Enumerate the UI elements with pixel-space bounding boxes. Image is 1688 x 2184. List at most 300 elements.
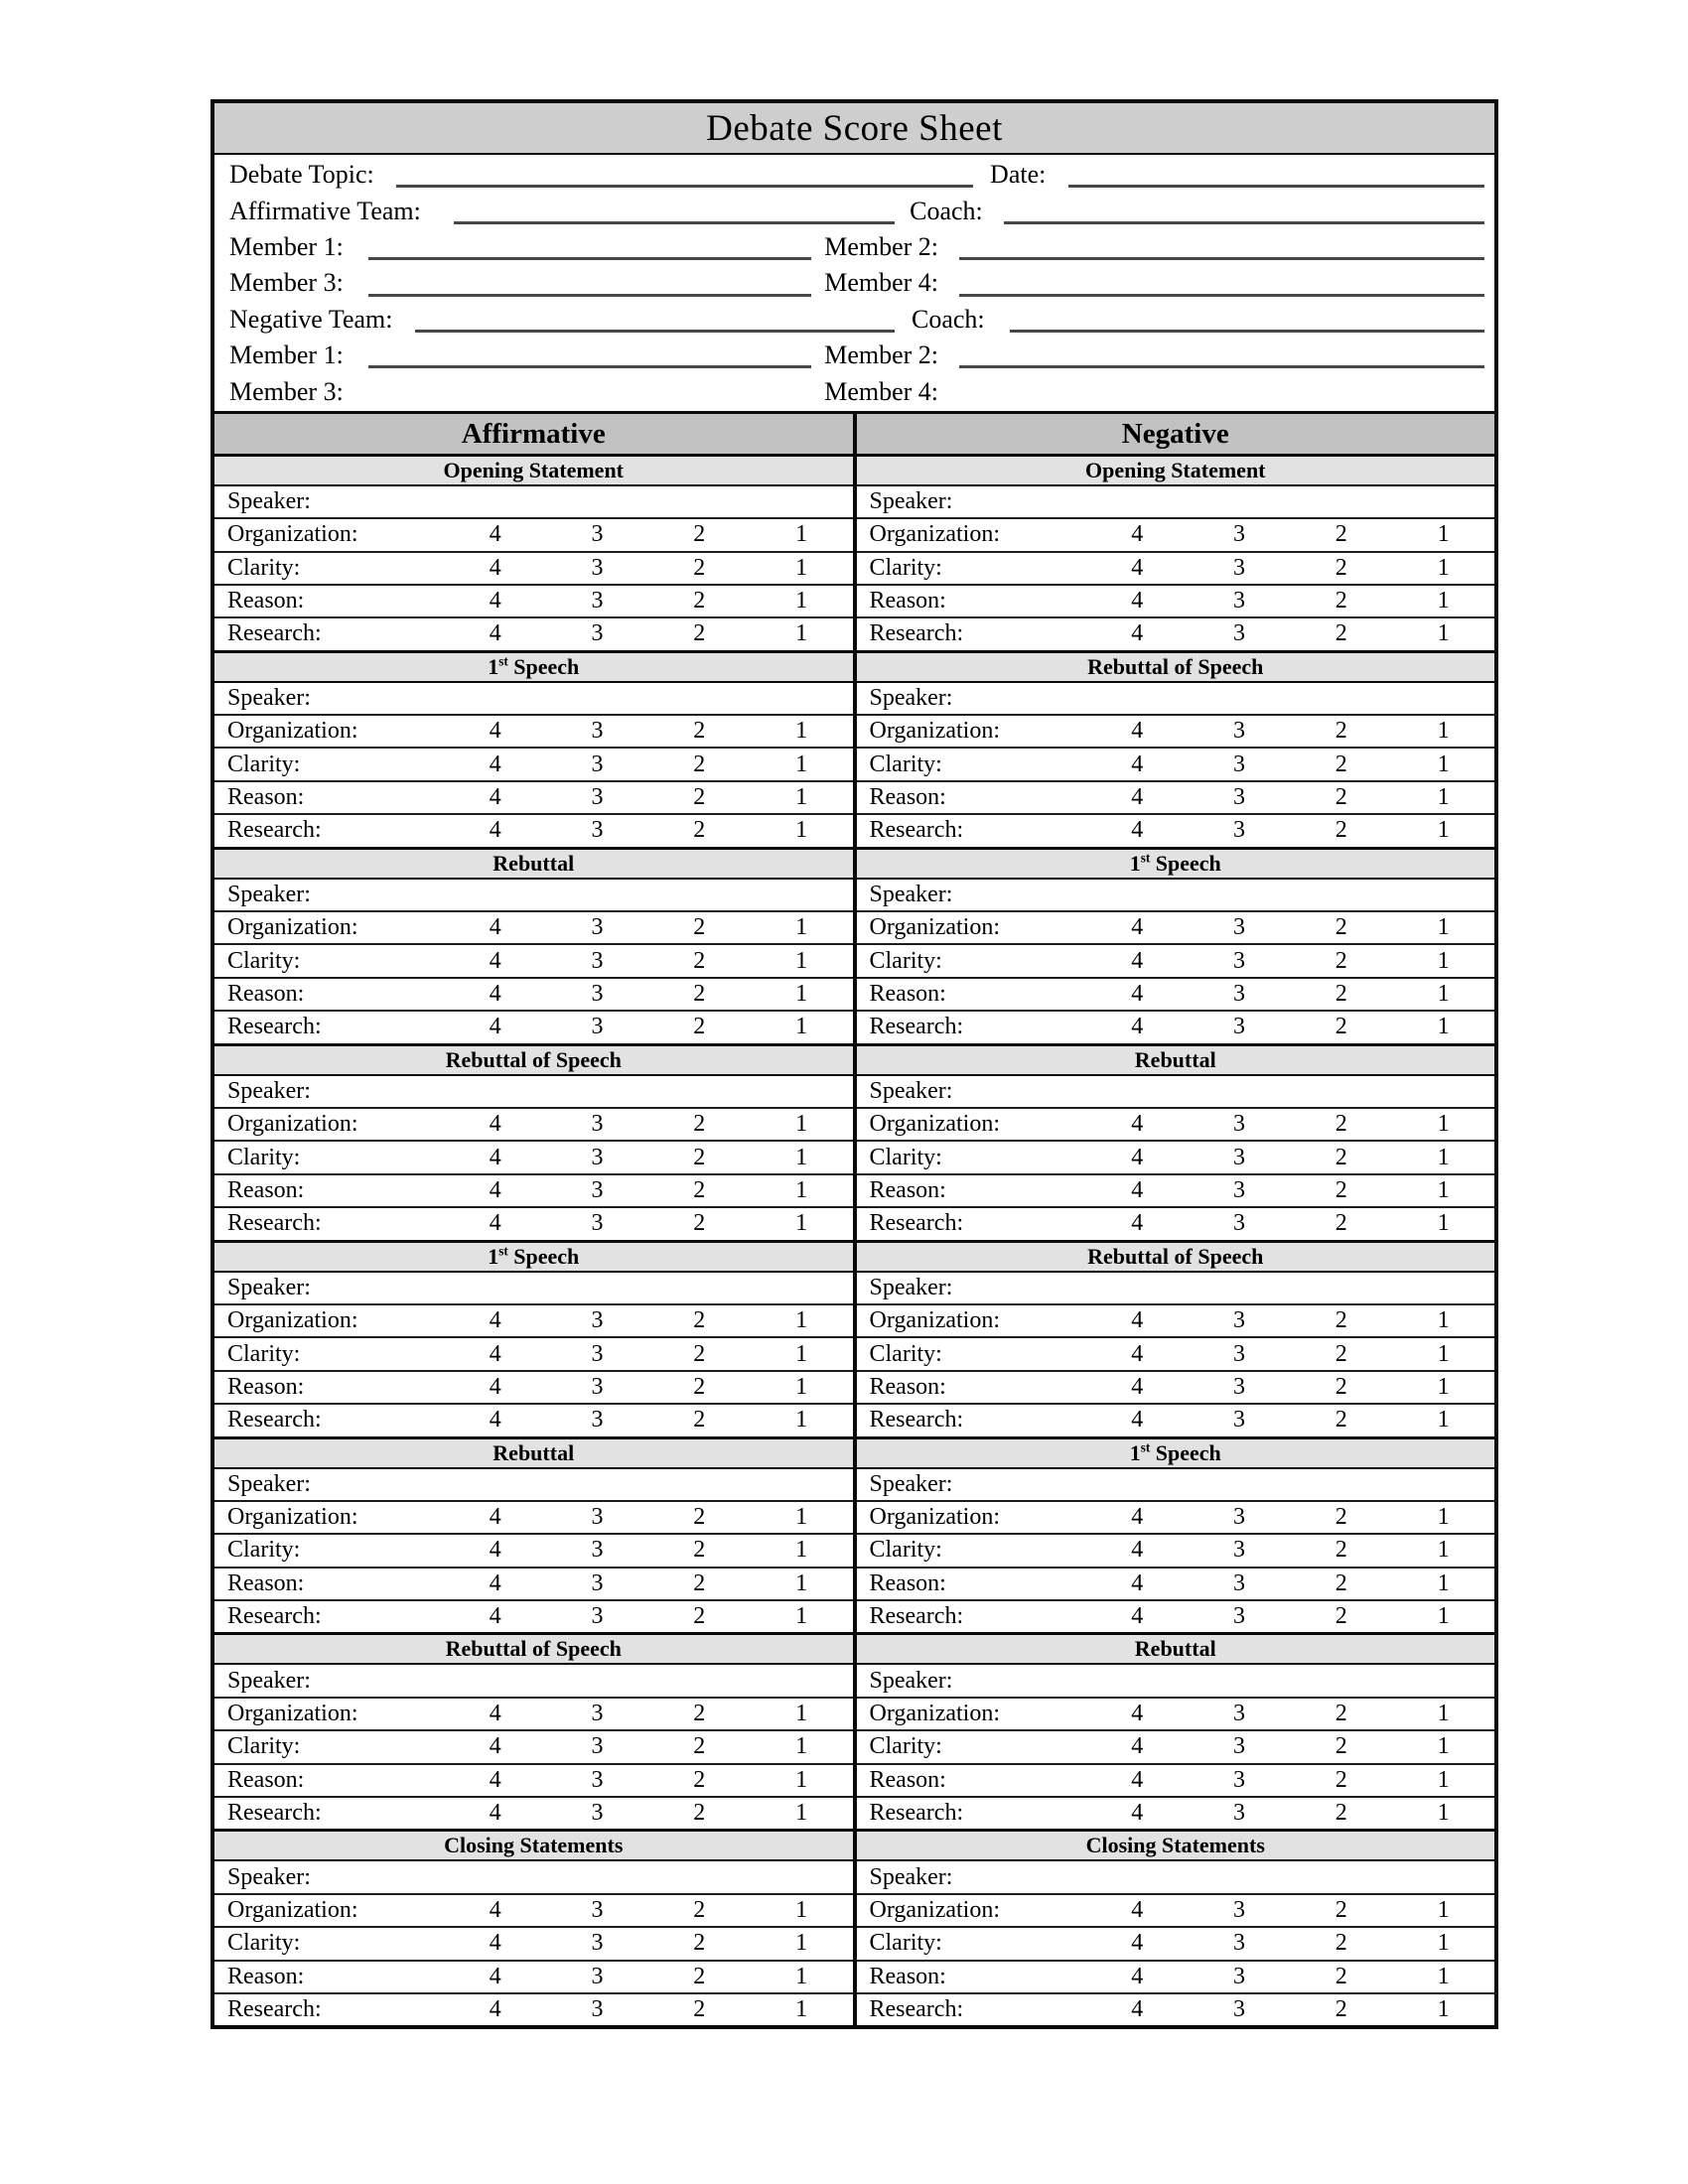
criteria-label: Clarity: [227, 554, 301, 581]
score-option: 3 [1232, 1373, 1245, 1400]
blank-line [1004, 221, 1484, 224]
score-option: 4 [489, 1176, 501, 1203]
score-option: 2 [1335, 1176, 1347, 1203]
blank-line [454, 221, 895, 224]
criteria-label: Clarity: [869, 751, 942, 777]
criteria-label: Research: [869, 1800, 964, 1827]
speaker-label: Speaker: [227, 1470, 311, 1497]
score-option: 1 [1437, 981, 1450, 1007]
info-row [214, 373, 1494, 409]
score-option: 3 [591, 1176, 604, 1203]
score-option: 1 [1437, 1963, 1450, 1989]
score-option: 3 [1232, 1701, 1245, 1727]
score-option: 2 [693, 521, 706, 548]
speaker-row [857, 1861, 1495, 1894]
score-option: 3 [1232, 1210, 1245, 1237]
score-option: 2 [693, 1176, 706, 1203]
criteria-label: Research: [869, 1603, 964, 1630]
score-option: 1 [795, 521, 808, 548]
score-option: 1 [795, 947, 808, 974]
score-option: 1 [795, 1340, 808, 1367]
score-option: 3 [1232, 817, 1245, 844]
section [214, 1632, 853, 1829]
score-option: 2 [693, 1144, 706, 1170]
criteria-label: Organization: [227, 1896, 358, 1923]
section [214, 1240, 853, 1436]
section-title: Rebuttal of Speech [857, 1240, 1495, 1273]
criteria-row [214, 716, 853, 749]
criteria-row [857, 1012, 1495, 1042]
criteria-row [857, 1405, 1495, 1435]
score-option: 2 [693, 1210, 706, 1237]
score-option: 2 [693, 1340, 706, 1367]
criteria-label: Research: [227, 817, 322, 844]
criteria-row [857, 1338, 1495, 1371]
score-option: 2 [1335, 914, 1347, 941]
criteria-label: Reason: [869, 784, 946, 811]
score-option: 1 [1437, 1603, 1450, 1630]
criteria-row [214, 1962, 853, 1994]
score-option: 4 [1131, 1537, 1144, 1564]
criteria-row [214, 1338, 853, 1371]
field-label: Member 4: [824, 376, 939, 406]
score-option: 1 [1437, 1373, 1450, 1400]
score-option: 3 [591, 1340, 604, 1367]
score-option: 1 [795, 981, 808, 1007]
score-option: 3 [591, 1930, 604, 1957]
criteria-label: Reason: [227, 1373, 305, 1400]
score-option: 3 [591, 981, 604, 1007]
score-option: 4 [1131, 554, 1144, 581]
score-option: 3 [1232, 1996, 1245, 2023]
criteria-row [857, 618, 1495, 649]
score-option: 3 [591, 1963, 604, 1989]
header-fields [214, 155, 1494, 411]
criteria-label: Research: [227, 1014, 322, 1040]
score-option: 1 [1437, 521, 1450, 548]
score-option: 4 [1131, 620, 1144, 647]
score-option: 4 [1131, 1603, 1144, 1630]
section-title: Rebuttal [214, 847, 853, 880]
score-option: 1 [795, 1570, 808, 1596]
score-option: 4 [489, 1537, 501, 1564]
speaker-row [214, 1469, 853, 1502]
score-option: 4 [489, 1603, 501, 1630]
section-title: 1st Speech [857, 1436, 1495, 1469]
speaker-row [857, 1076, 1495, 1109]
criteria-label: Organization: [869, 1111, 1001, 1138]
criteria-label: Clarity: [869, 1144, 942, 1170]
score-option: 4 [1131, 1766, 1144, 1793]
score-option: 4 [489, 620, 501, 647]
score-option: 2 [1335, 981, 1347, 1007]
section [857, 847, 1495, 1043]
criteria-row [214, 1535, 853, 1568]
score-option: 3 [1232, 521, 1245, 548]
criteria-row [214, 1372, 853, 1405]
criteria-label: Organization: [227, 1307, 358, 1334]
score-option: 2 [1335, 1210, 1347, 1237]
speaker-label: Speaker: [869, 1077, 953, 1104]
score-option: 1 [795, 751, 808, 777]
criteria-row [214, 749, 853, 781]
score-option: 1 [1437, 1537, 1450, 1564]
score-option: 4 [1131, 521, 1144, 548]
score-option: 1 [795, 1896, 808, 1923]
section-title: 1st Speech [214, 650, 853, 683]
criteria-label: Reason: [869, 1766, 946, 1793]
score-option: 2 [1335, 1930, 1347, 1957]
field-label: Member 1: [229, 231, 344, 261]
criteria-row [214, 1012, 853, 1042]
criteria-label: Organization: [227, 1701, 358, 1727]
score-option: 3 [1232, 947, 1245, 974]
score-option: 4 [1131, 1570, 1144, 1596]
score-option: 4 [1131, 981, 1144, 1007]
score-option: 2 [1335, 1963, 1347, 1989]
blank-line [368, 294, 811, 297]
field-label: Member 2: [824, 231, 939, 261]
section-title: Opening Statement [214, 454, 853, 486]
score-option: 1 [795, 620, 808, 647]
section [857, 1829, 1495, 2025]
speaker-row [214, 1861, 853, 1894]
score-option: 2 [693, 1800, 706, 1827]
score-option: 2 [693, 588, 706, 614]
criteria-row [857, 1502, 1495, 1535]
score-option: 1 [795, 1766, 808, 1793]
score-option: 4 [1131, 1407, 1144, 1433]
criteria-label: Clarity: [869, 1537, 942, 1564]
score-option: 4 [1131, 947, 1144, 974]
score-option: 2 [693, 1896, 706, 1923]
blank-line [959, 294, 1484, 297]
score-option: 1 [795, 1603, 808, 1630]
speaker-row [214, 1076, 853, 1109]
score-option: 1 [795, 1111, 808, 1138]
section-title: Closing Statements [214, 1829, 853, 1861]
score-option: 4 [1131, 784, 1144, 811]
score-option: 2 [1335, 1504, 1347, 1531]
score-option: 3 [591, 1504, 604, 1531]
criteria-row [214, 945, 853, 978]
score-option: 1 [1437, 1504, 1450, 1531]
score-option: 4 [489, 1963, 501, 1989]
field-label: Coach: [912, 304, 985, 334]
score-option: 3 [1232, 588, 1245, 614]
score-option: 4 [1131, 817, 1144, 844]
score-option: 3 [1232, 1896, 1245, 1923]
criteria-row [214, 1731, 853, 1764]
score-option: 2 [693, 1733, 706, 1760]
criteria-row [857, 1109, 1495, 1142]
criteria-label: Research: [227, 1800, 322, 1827]
score-option: 3 [1232, 784, 1245, 811]
speaker-label: Speaker: [227, 1077, 311, 1104]
score-option: 4 [489, 1766, 501, 1793]
score-option: 4 [489, 1930, 501, 1957]
criteria-row [857, 815, 1495, 846]
criteria-label: Clarity: [227, 751, 301, 777]
criteria-label: Reason: [227, 1963, 305, 1989]
section-title: 1st Speech [857, 847, 1495, 880]
score-option: 4 [489, 947, 501, 974]
criteria-label: Reason: [227, 784, 305, 811]
criteria-row [214, 1994, 853, 2025]
criteria-row [857, 1895, 1495, 1928]
score-option: 1 [795, 718, 808, 745]
score-option: 1 [795, 1373, 808, 1400]
criteria-label: Research: [227, 620, 322, 647]
team-band [214, 411, 1494, 454]
info-row [214, 338, 1494, 373]
criteria-label: Research: [227, 1210, 322, 1237]
section [214, 1436, 853, 1633]
score-option: 4 [1131, 1111, 1144, 1138]
negative-column-header: Negative [1121, 417, 1229, 450]
criteria-row [214, 1699, 853, 1731]
section-title: Closing Statements [857, 1829, 1495, 1861]
criteria-row [214, 1305, 853, 1338]
score-option: 4 [489, 1733, 501, 1760]
criteria-label: Research: [869, 620, 964, 647]
score-option: 1 [795, 1176, 808, 1203]
criteria-row [214, 1109, 853, 1142]
score-option: 3 [591, 521, 604, 548]
score-option: 1 [1437, 1176, 1450, 1203]
blank-line [1068, 185, 1484, 188]
section-title: Rebuttal of Speech [214, 1043, 853, 1076]
score-option: 2 [693, 947, 706, 974]
score-option: 2 [1335, 1111, 1347, 1138]
criteria-label: Organization: [227, 914, 358, 941]
score-option: 4 [1131, 1996, 1144, 2023]
criteria-label: Research: [227, 1603, 322, 1630]
criteria-label: Organization: [227, 718, 358, 745]
field-label: Affirmative Team: [229, 196, 421, 225]
criteria-label: Organization: [869, 914, 1001, 941]
score-option: 4 [489, 1307, 501, 1334]
score-option: 4 [1131, 1701, 1144, 1727]
score-option: 2 [1335, 1537, 1347, 1564]
score-option: 3 [591, 1144, 604, 1170]
score-option: 1 [795, 1537, 808, 1564]
score-option: 2 [693, 1930, 706, 1957]
section [214, 1829, 853, 2025]
field-label: Member 1: [229, 341, 344, 370]
criteria-label: Reason: [869, 1570, 946, 1596]
section-title: Rebuttal [857, 1632, 1495, 1665]
score-option: 1 [1437, 620, 1450, 647]
score-option: 3 [1232, 1014, 1245, 1040]
score-option: 2 [1335, 817, 1347, 844]
score-option: 1 [795, 1210, 808, 1237]
score-option: 3 [591, 554, 604, 581]
score-option: 3 [591, 1307, 604, 1334]
score-option: 4 [489, 784, 501, 811]
score-option: 2 [693, 1504, 706, 1531]
score-option: 1 [795, 1144, 808, 1170]
score-option: 1 [795, 1930, 808, 1957]
score-option: 4 [489, 1800, 501, 1827]
criteria-row [214, 1502, 853, 1535]
speaker-label: Speaker: [869, 487, 953, 514]
section-title: Rebuttal of Speech [214, 1632, 853, 1665]
score-option: 3 [591, 1800, 604, 1827]
score-option: 4 [489, 521, 501, 548]
affirmative-column [214, 454, 857, 2026]
speaker-label: Speaker: [227, 1667, 311, 1694]
score-option: 1 [1437, 914, 1450, 941]
score-option: 4 [1131, 1963, 1144, 1989]
section [857, 650, 1495, 847]
score-option: 1 [795, 1996, 808, 2023]
score-option: 1 [1437, 1701, 1450, 1727]
score-option: 4 [489, 1373, 501, 1400]
criteria-row [214, 979, 853, 1012]
criteria-label: Reason: [869, 1373, 946, 1400]
score-option: 1 [1437, 1896, 1450, 1923]
criteria-row [214, 1895, 853, 1928]
criteria-label: Research: [227, 1996, 322, 2023]
score-option: 3 [1232, 1176, 1245, 1203]
criteria-row [214, 1928, 853, 1961]
score-option: 3 [1232, 751, 1245, 777]
score-option: 2 [1335, 1340, 1347, 1367]
score-option: 2 [1335, 1766, 1347, 1793]
criteria-label: Clarity: [227, 1930, 301, 1957]
score-option: 2 [693, 1570, 706, 1596]
criteria-row [214, 586, 853, 618]
score-option: 1 [1437, 751, 1450, 777]
score-option: 2 [693, 1603, 706, 1630]
score-option: 2 [693, 1407, 706, 1433]
score-option: 2 [1335, 947, 1347, 974]
debate-score-sheet [211, 99, 1498, 2029]
score-option: 3 [1232, 718, 1245, 745]
speaker-label: Speaker: [869, 684, 953, 711]
score-option: 1 [1437, 1210, 1450, 1237]
page-title: Debate Score Sheet [706, 107, 1003, 149]
section [214, 650, 853, 847]
score-option: 4 [489, 588, 501, 614]
criteria-row [857, 586, 1495, 618]
criteria-row [857, 1175, 1495, 1208]
info-row [214, 157, 1494, 193]
score-option: 4 [489, 1340, 501, 1367]
score-option: 4 [489, 751, 501, 777]
score-option: 3 [591, 784, 604, 811]
score-option: 3 [1232, 554, 1245, 581]
score-option: 1 [795, 1504, 808, 1531]
score-option: 4 [1131, 1896, 1144, 1923]
score-option: 4 [489, 914, 501, 941]
score-option: 3 [1232, 1603, 1245, 1630]
score-option: 2 [693, 1537, 706, 1564]
score-option: 2 [1335, 784, 1347, 811]
speaker-label: Speaker: [227, 487, 311, 514]
section [857, 1043, 1495, 1240]
criteria-label: Research: [869, 1407, 964, 1433]
score-option: 1 [795, 914, 808, 941]
criteria-row [857, 912, 1495, 945]
speaker-label: Speaker: [227, 684, 311, 711]
criteria-label: Research: [869, 1014, 964, 1040]
score-option: 1 [1437, 1340, 1450, 1367]
score-option: 4 [1131, 1144, 1144, 1170]
score-option: 1 [795, 1407, 808, 1433]
score-option: 3 [591, 1733, 604, 1760]
score-option: 3 [591, 718, 604, 745]
score-option: 4 [1131, 1014, 1144, 1040]
score-option: 2 [1335, 521, 1347, 548]
criteria-label: Research: [227, 1407, 322, 1433]
score-option: 3 [1232, 620, 1245, 647]
section [857, 1436, 1495, 1633]
score-option: 1 [1437, 784, 1450, 811]
score-option: 1 [1437, 718, 1450, 745]
score-option: 1 [1437, 1733, 1450, 1760]
speaker-label: Speaker: [869, 1470, 953, 1497]
score-option: 2 [693, 914, 706, 941]
score-option: 2 [693, 1111, 706, 1138]
score-option: 2 [1335, 1800, 1347, 1827]
score-option: 3 [591, 914, 604, 941]
criteria-row [857, 979, 1495, 1012]
criteria-row [857, 1142, 1495, 1174]
section [857, 1240, 1495, 1436]
score-option: 4 [489, 554, 501, 581]
blank-line [959, 257, 1484, 260]
section [214, 454, 853, 650]
score-option: 2 [1335, 554, 1347, 581]
criteria-label: Clarity: [869, 554, 942, 581]
score-option: 4 [489, 1504, 501, 1531]
score-option: 3 [1232, 1733, 1245, 1760]
score-option: 4 [1131, 1733, 1144, 1760]
score-option: 3 [1232, 1963, 1245, 1989]
score-option: 3 [591, 817, 604, 844]
criteria-label: Organization: [869, 521, 1001, 548]
blank-line [1010, 330, 1484, 333]
score-option: 3 [591, 620, 604, 647]
score-option: 3 [591, 1896, 604, 1923]
score-option: 1 [1437, 1407, 1450, 1433]
speaker-row [857, 683, 1495, 716]
score-option: 1 [1437, 1111, 1450, 1138]
section-title: Rebuttal [214, 1436, 853, 1469]
criteria-row [857, 782, 1495, 815]
score-option: 3 [1232, 1307, 1245, 1334]
score-option: 4 [489, 1996, 501, 2023]
criteria-label: Organization: [869, 1701, 1001, 1727]
criteria-row [214, 912, 853, 945]
speaker-label: Speaker: [869, 881, 953, 907]
score-option: 2 [1335, 1307, 1347, 1334]
score-option: 1 [1437, 588, 1450, 614]
negative-column [857, 454, 1495, 2026]
score-option: 3 [591, 1407, 604, 1433]
blank-line [396, 185, 973, 188]
blank-line [368, 365, 811, 368]
criteria-label: Reason: [227, 588, 305, 614]
criteria-label: Clarity: [869, 1340, 942, 1367]
score-option: 4 [1131, 1210, 1144, 1237]
field-label: Date: [990, 160, 1047, 190]
criteria-row [857, 1569, 1495, 1601]
score-option: 1 [795, 784, 808, 811]
speaker-label: Speaker: [869, 1667, 953, 1694]
